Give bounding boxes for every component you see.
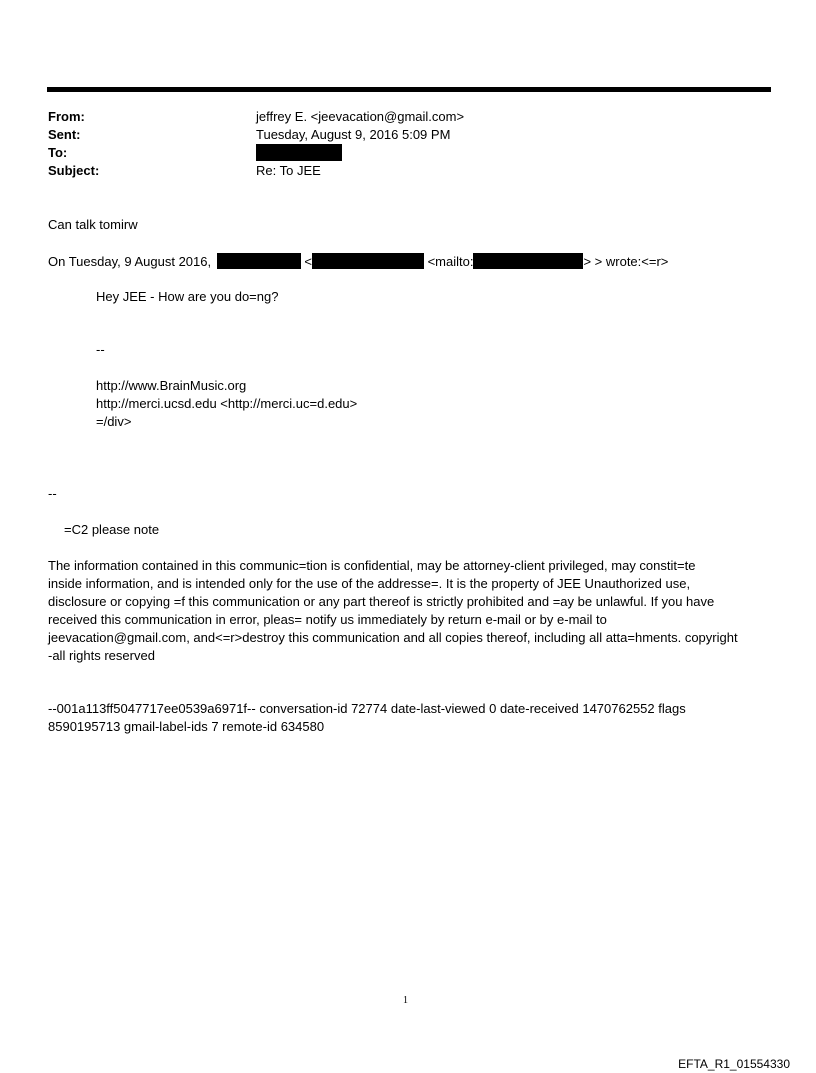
quote-mailto: <mailto: [427, 254, 474, 269]
sender-name-redaction [217, 253, 301, 269]
subject-label: Subject: [48, 163, 100, 178]
sent-value: Tuesday, August 9, 2016 5:09 PM [256, 127, 451, 142]
quoted-greeting: Hey JEE - How are you do=ng? [96, 289, 279, 304]
page-number: 1 [403, 995, 408, 1006]
signature-link-1: http://www.BrainMusic.org [96, 378, 247, 393]
to-redaction [256, 144, 342, 161]
quote-prefix: On Tuesday, 9 August 2016, [48, 254, 212, 269]
to-label: To: [48, 145, 68, 160]
quote-attribution [48, 253, 668, 271]
quoted-dashes: -- [96, 342, 105, 357]
signature-separator: -- [48, 486, 57, 501]
subject-value: Re: To JEE [256, 163, 321, 178]
header-rule [47, 87, 771, 92]
from-label: From: [48, 109, 85, 124]
please-note: =C2 please note [64, 522, 160, 537]
from-value: jeffrey E. <jeevacation@gmail.com> [256, 109, 465, 124]
signature-link-2: http://merci.ucsd.edu <http://merci.uc=d.edu> [96, 396, 358, 411]
message-metadata: --001a113ff5047717ee0539a6971f-- conversation-id 72774 date-last-viewed 0 date-received 1470762552 flags 8590195713 gmail-label-ids 7 remote-id 634580 [48, 701, 686, 734]
quote-lt: < [304, 254, 312, 269]
sender-email-redaction [312, 253, 424, 269]
document-id: EFTA_R1_01554330 [678, 1057, 790, 1071]
sent-label: Sent: [48, 127, 81, 142]
reply-text: Can talk tomirw [48, 217, 138, 232]
quote-suffix: > > wrote:<=r> [583, 254, 669, 269]
confidentiality-disclaimer: The information contained in this communic=tion is confidential, may be attorney-client privileged, may constit=te inside information, and is intended only for the use of the addresse=. It is the property of JEE Unauthorized use, disclosure or copying =f this communication or any part thereof is strictly prohibited and =ay be unlawful. If you have received this communication in error, pleas= notify us immediately by return e-mail or by e-mail to jeevacation@gmail.com, and<=r>destroy this communication and all copies thereof, including all atta=hments. copyright -all rights reserved [48, 558, 738, 663]
signature-div-tag: =/div> [96, 414, 132, 429]
mailto-redaction [473, 253, 583, 269]
to-value [256, 144, 342, 163]
